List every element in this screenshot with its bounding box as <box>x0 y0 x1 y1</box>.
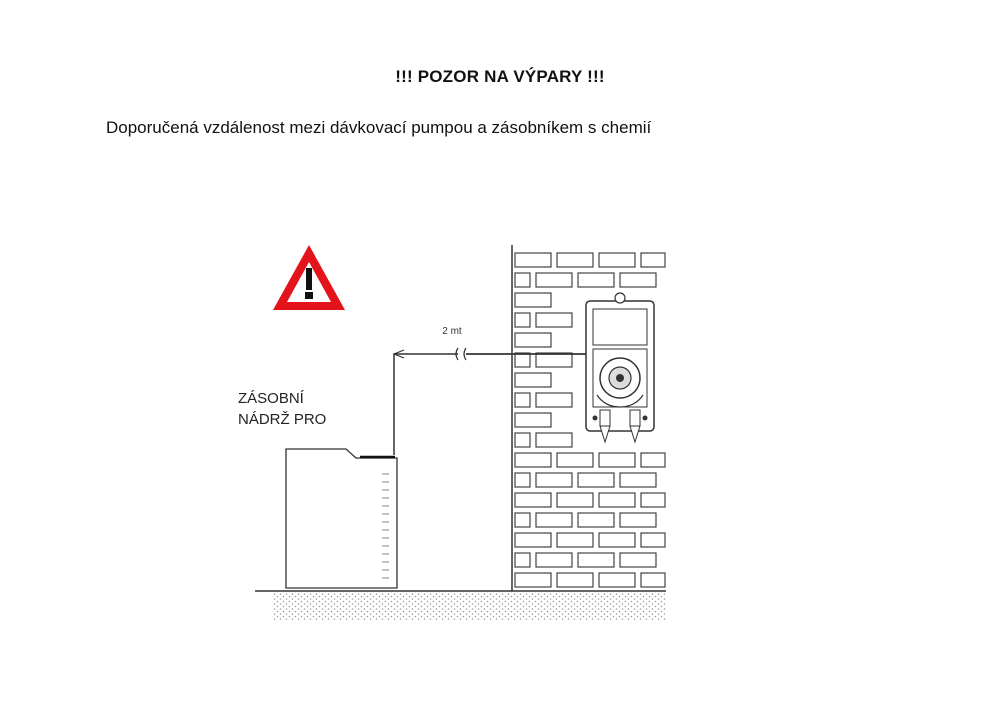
tank-label <box>238 388 326 430</box>
dosing-pump <box>586 293 654 442</box>
brick <box>515 253 551 267</box>
brick <box>599 493 635 507</box>
brick <box>515 393 530 407</box>
brick <box>620 273 656 287</box>
brick <box>515 313 530 327</box>
brick <box>536 353 572 367</box>
brick <box>515 473 530 487</box>
brick <box>557 453 593 467</box>
brick <box>599 573 635 587</box>
brick <box>641 573 665 587</box>
brick <box>536 473 572 487</box>
page-title: !!! POZOR NA VÝPARY !!! <box>395 67 605 86</box>
brick <box>515 293 551 307</box>
brick <box>557 493 593 507</box>
brick <box>536 433 572 447</box>
brick <box>515 273 530 287</box>
brick <box>578 273 614 287</box>
brick <box>515 413 551 427</box>
warning-triangle-icon <box>273 245 345 310</box>
floor <box>255 591 666 620</box>
brick <box>578 513 614 527</box>
brick <box>515 553 530 567</box>
brick <box>620 513 656 527</box>
brick <box>578 553 614 567</box>
brick <box>515 373 551 387</box>
brick <box>515 433 530 447</box>
chemical-tank <box>286 449 397 588</box>
brick <box>620 473 656 487</box>
brick <box>557 573 593 587</box>
brick <box>536 553 572 567</box>
brick <box>599 533 635 547</box>
brick <box>641 253 665 267</box>
brick <box>515 493 551 507</box>
brick <box>536 273 572 287</box>
brick <box>641 493 665 507</box>
brick <box>536 313 572 327</box>
brick <box>641 453 665 467</box>
brick <box>599 453 635 467</box>
brick <box>536 513 572 527</box>
brick <box>557 533 593 547</box>
brick <box>578 473 614 487</box>
brick <box>515 573 551 587</box>
brick <box>620 553 656 567</box>
tank-label-line2: NÁDRŽ PRO <box>238 411 327 428</box>
page-subtitle: Doporučená vzdálenost mezi dávkovací pumpou a zásobníkem s chemií <box>106 118 652 137</box>
brick <box>515 453 551 467</box>
brick <box>515 513 530 527</box>
brick <box>536 393 572 407</box>
brick <box>557 253 593 267</box>
brick <box>641 533 665 547</box>
tank-label-line1: ZÁSOBNÍ <box>238 390 304 407</box>
brick <box>515 353 530 367</box>
brick <box>515 533 551 547</box>
distance-label: 2 mt <box>442 326 462 337</box>
brick <box>599 253 635 267</box>
brick <box>515 333 551 347</box>
